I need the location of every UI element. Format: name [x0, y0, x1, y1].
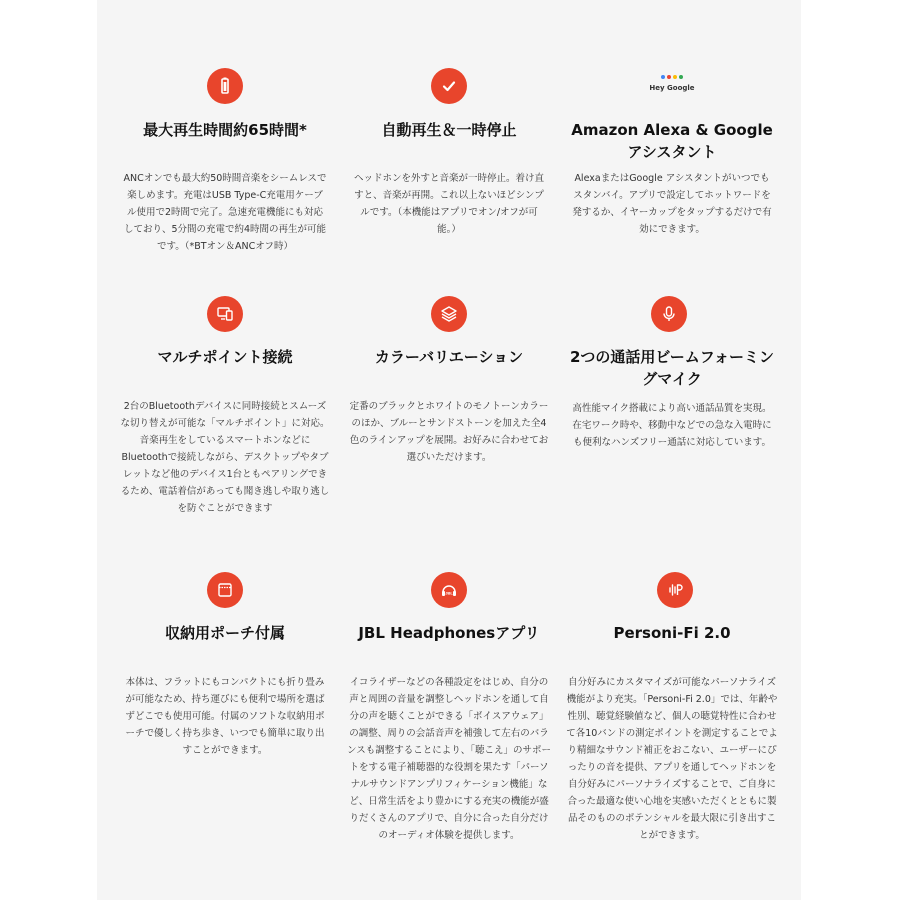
feature-title: 自動再生＆一時停止 — [381, 121, 517, 139]
feature-title: 2つの通話用ビームフォーミングマイク — [569, 348, 775, 388]
feature-battery — [115, 66, 335, 276]
feature-title: カラーバリエーション — [374, 348, 524, 366]
feature-title: マルチポイント接続 — [157, 348, 293, 366]
feature-description: イコライザーなどの各種設定をはじめ、自分の声と周囲の音量を調整しヘッドホンを通して自分の声を聴くことができる「ボイスアウェア」の調整、周りの会話音声を補強して左右のバランスも調整することにより、「聴こえ」のサポートをする電子補聴器的な役割を果たす「パーソナルサウンドアンプリフィケーション機能」など、日常生活をより豊かにする充実の機能が盛りだくさんのアプリで、自分に合った自分だけのオーディオ体験を提供します。 — [347, 677, 551, 841]
feature-title: Amazon Alexa & Google アシスタント — [571, 121, 773, 161]
feature-beamforming-mic — [562, 294, 782, 494]
battery-icon — [207, 68, 243, 104]
feature-pouch — [115, 570, 335, 770]
multipoint-devices-icon — [207, 296, 243, 332]
hey-google-logo — [642, 72, 702, 92]
feature-description: 本体は、フラットにもコンパクトにも折り畳みが可能なため、持ち運びにも便利で場所を選ばずどこでも使用可能。付属のソフトな収納用ポーチで優しく持ち歩き、いつでも簡単に取り出すことができます。 — [125, 677, 325, 756]
feature-description: 自分好みにカスタマイズが可能なパーソナライズ機能がより充実。「Personi-Fi 2.0」では、年齢や性別、聴覚経験値など、個人の聴覚特性に合わせて各10バンドの測定ポイントを測定することでより精細なサウンド補正をおこない、ユーザーにぴったりの音を提供、アプリを通してヘッドホンを自分好みにパーソナライズすることで、ご自身に合った最適な使い心地を実感いただくとともに製品そのもののポテンシャルを最大限に引き出すことができます。 — [566, 677, 778, 841]
feature-voice-assistant — [562, 66, 782, 276]
feature-auto-play — [339, 66, 559, 276]
feature-color-variation — [339, 294, 559, 494]
feature-description: ANCオンでも最大約50時間音楽をシームレスで楽しめます。充電はUSB Type-C充電用ケーブル使用で2時間で完了。急速充電機能にも対応しており、5分間の充電で約4時間の再生が可能です。（*BTオン＆ANCオフ時） — [123, 173, 327, 252]
feature-personi-fi — [562, 570, 782, 870]
microphone-icon — [651, 296, 687, 332]
feature-description: ヘッドホンを外すと音楽が一時停止。着け直すと、音楽が再開。これ以上ないほどシンプルです。（本機能はアプリでオン/オフが可能。） — [353, 173, 544, 235]
feature-title: 収納用ポーチ付属 — [164, 624, 285, 642]
layers-icon — [431, 296, 467, 332]
feature-description: AlexaまたはGoogle アシスタントがいつでもスタンバイ。アプリで設定してホットワードを発するか、イヤーカップをタップするだけで有効にできます。 — [572, 173, 772, 235]
feature-title: 最大再生時間約65時間* — [143, 121, 307, 139]
feature-title: Personi-Fi 2.0 — [613, 624, 731, 642]
feature-description: 定番のブラックとホワイトのモノトーンカラーのほか、ブルーとサンドストーンを加えた全4色のラインアップを展開。お好みに合わせてお選びいただけます。 — [349, 401, 549, 463]
feature-title: JBL Headphonesアプリ — [358, 624, 540, 642]
feature-description: 2台のBluetoothデバイスに同時接続とスムーズな切り替えが可能な「マルチポイント」に対応。音楽再生をしているスマートホンなどにBluetoothで接続しながら、デスクトップやタブレットなど他のデバイス1台ともペアリングできるため、電話着信があっても聞き逃しや取り逃しを防ぐことができます — [120, 401, 330, 514]
feature-jbl-app — [339, 570, 559, 870]
jbl-icon-text: JBL — [445, 590, 453, 596]
personi-fi-icon — [657, 572, 693, 608]
checkmark-icon — [431, 68, 467, 104]
hey-google-text: Hey Google — [649, 84, 695, 92]
pouch-icon — [207, 572, 243, 608]
feature-description: 高性能マイク搭載により高い通話品質を実現。在宅ワーク時や、移動中などでの急な入電時にも便利なハンズフリー通話に対応しています。 — [572, 403, 772, 448]
jbl-headphones-icon — [431, 572, 467, 608]
feature-multipoint — [115, 294, 335, 534]
